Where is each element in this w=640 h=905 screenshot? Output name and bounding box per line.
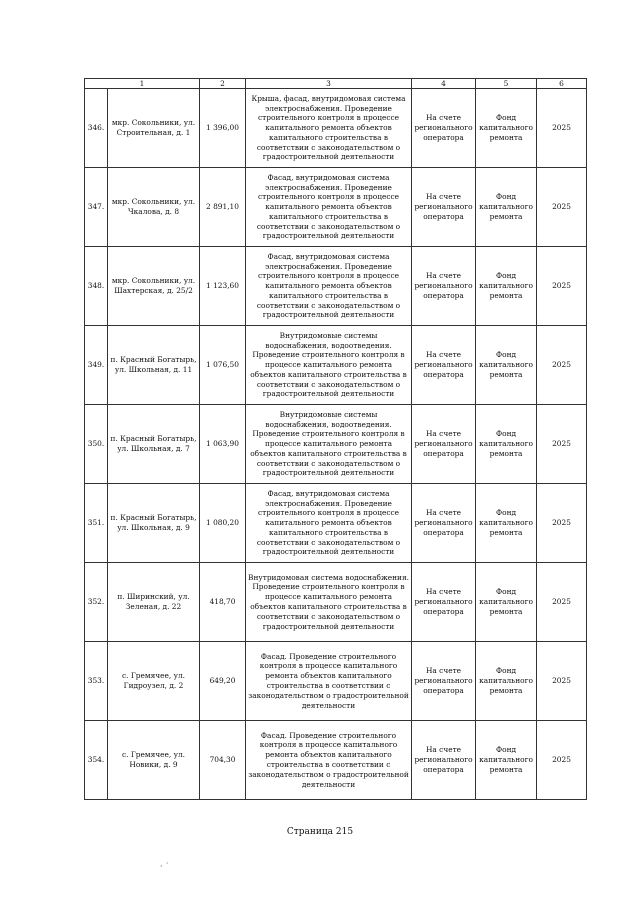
column-number-header-row: [85, 79, 587, 89]
col-1-header: 1: [85, 79, 200, 89]
col-2-header: 2: [200, 79, 246, 89]
funding-method-cell: На счете регионального оператора: [412, 326, 476, 405]
year-cell: 2025: [537, 405, 587, 484]
funding-method-cell: На счете регионального оператора: [412, 642, 476, 721]
funding-method-cell: На счете регионального оператора: [412, 484, 476, 563]
row-number-cell: 354.: [85, 721, 108, 800]
area-cell: 2 891,10: [200, 168, 246, 247]
address-cell: мкр. Сокольники, ул. Чкалова, д. 8: [108, 168, 200, 247]
works-description-cell: Внутридомовая система водоснабжения. Проведение строительного контроля в процессе капитального ремонта объектов капитального строительства в соответствии с законодательством о градостроительной деятельности: [246, 563, 412, 642]
year-cell: 2025: [537, 642, 587, 721]
area-cell: 1 080,20: [200, 484, 246, 563]
area-cell: 1 123,60: [200, 247, 246, 326]
year-cell: 2025: [537, 721, 587, 800]
table-row: [85, 563, 587, 642]
works-description-cell: Фасад. Проведение строительного контроля в процессе капитального ремонта объектов капитального строительства в соответствии с законодательством о градостроительной деятельности: [246, 721, 412, 800]
funding-source-cell: Фонд капитального ремонта: [476, 721, 537, 800]
table-row: [85, 326, 587, 405]
works-description-cell: Фасад, внутридомовая система электроснабжения. Проведение строительного контроля в процессе капитального ремонта объектов капитального строительства в соответствии с законодательством о градостроительной деятельности: [246, 247, 412, 326]
year-cell: 2025: [537, 247, 587, 326]
address-cell: с. Гремячее, ул. Гидроузел, д. 2: [108, 642, 200, 721]
col-4-header: 4: [412, 79, 476, 89]
area-cell: 418,70: [200, 563, 246, 642]
funding-method-cell: На счете регионального оператора: [412, 405, 476, 484]
area-cell: 649,20: [200, 642, 246, 721]
table-row: [85, 642, 587, 721]
address-cell: п. Красный Богатырь, ул. Школьная, д. 9: [108, 484, 200, 563]
row-number-cell: 348.: [85, 247, 108, 326]
scan-specks: · ˙: [160, 862, 170, 871]
row-number-cell: 347.: [85, 168, 108, 247]
address-cell: мкр. Сокольники, ул. Шахтерская, д. 25/2: [108, 247, 200, 326]
works-description-cell: Внутридомовые системы водоснабжения, водоотведения. Проведение строительного контроля в процессе капитального ремонта объектов капитального строительства в соответствии с законодательством о градостроительной деятельности: [246, 326, 412, 405]
address-cell: п. Ширинский, ул. Зеленая, д. 22: [108, 563, 200, 642]
funding-source-cell: Фонд капитального ремонта: [476, 89, 537, 168]
table-row: [85, 89, 587, 168]
table-row: [85, 168, 587, 247]
area-cell: 1 076,50: [200, 326, 246, 405]
table-row: [85, 405, 587, 484]
area-cell: 1 063,90: [200, 405, 246, 484]
page-number: Страница 215: [286, 827, 354, 837]
address-cell: п. Красный Богатырь, ул. Школьная, д. 7: [108, 405, 200, 484]
funding-source-cell: Фонд капитального ремонта: [476, 247, 537, 326]
year-cell: 2025: [537, 89, 587, 168]
funding-method-cell: На счете регионального оператора: [412, 563, 476, 642]
col-6-header: 6: [537, 79, 587, 89]
row-number-cell: 349.: [85, 326, 108, 405]
row-number-cell: 346.: [85, 89, 108, 168]
col-5-header: 5: [476, 79, 537, 89]
year-cell: 2025: [537, 326, 587, 405]
table-row: [85, 484, 587, 563]
col-3-header: 3: [246, 79, 412, 89]
area-cell: 1 396,00: [200, 89, 246, 168]
table-row: [85, 721, 587, 800]
works-description-cell: Крыша, фасад, внутридомовая система электроснабжения. Проведение строительного контроля в процессе капитального ремонта объектов капитального строительства в соответствии с законодательством о градостроительной деятельности: [246, 89, 412, 168]
funding-method-cell: На счете регионального оператора: [412, 89, 476, 168]
works-description-cell: Фасад, внутридомовая система электроснабжения. Проведение строительного контроля в процессе капитального ремонта объектов капитального строительства в соответствии с законодательством о градостроительной деятельности: [246, 168, 412, 247]
table-row: [85, 247, 587, 326]
funding-method-cell: На счете регионального оператора: [412, 168, 476, 247]
year-cell: 2025: [537, 563, 587, 642]
works-description-cell: Фасад, внутридомовая система электроснабжения. Проведение строительного контроля в процессе капитального ремонта объектов капитального строительства в соответствии с законодательством о градостроительной деятельности: [246, 484, 412, 563]
funding-method-cell: На счете регионального оператора: [412, 721, 476, 800]
funding-source-cell: Фонд капитального ремонта: [476, 326, 537, 405]
year-cell: 2025: [537, 168, 587, 247]
address-cell: п. Красный Богатырь, ул. Школьная, д. 11: [108, 326, 200, 405]
row-number-cell: 353.: [85, 642, 108, 721]
area-cell: 704,30: [200, 721, 246, 800]
funding-method-cell: На счете регионального оператора: [412, 247, 476, 326]
address-cell: с. Гремячее, ул. Новики, д. 9: [108, 721, 200, 800]
funding-source-cell: Фонд капитального ремонта: [476, 642, 537, 721]
funding-source-cell: Фонд капитального ремонта: [476, 405, 537, 484]
funding-source-cell: Фонд капитального ремонта: [476, 168, 537, 247]
funding-source-cell: Фонд капитального ремонта: [476, 563, 537, 642]
repair-plan-table: [84, 78, 587, 800]
row-number-cell: 352.: [85, 563, 108, 642]
row-number-cell: 351.: [85, 484, 108, 563]
funding-source-cell: Фонд капитального ремонта: [476, 484, 537, 563]
works-description-cell: Фасад. Проведение строительного контроля в процессе капитального ремонта объектов капитального строительства в соответствии с законодательством о градостроительной деятельности: [246, 642, 412, 721]
works-description-cell: Внутридомовые системы водоснабжения, водоотведения. Проведение строительного контроля в процессе капитального ремонта объектов капитального строительства в соответствии с законодательством о градостроительной деятельности: [246, 405, 412, 484]
address-cell: мкр. Сокольники, ул. Строительная, д. 1: [108, 89, 200, 168]
row-number-cell: 350.: [85, 405, 108, 484]
year-cell: 2025: [537, 484, 587, 563]
